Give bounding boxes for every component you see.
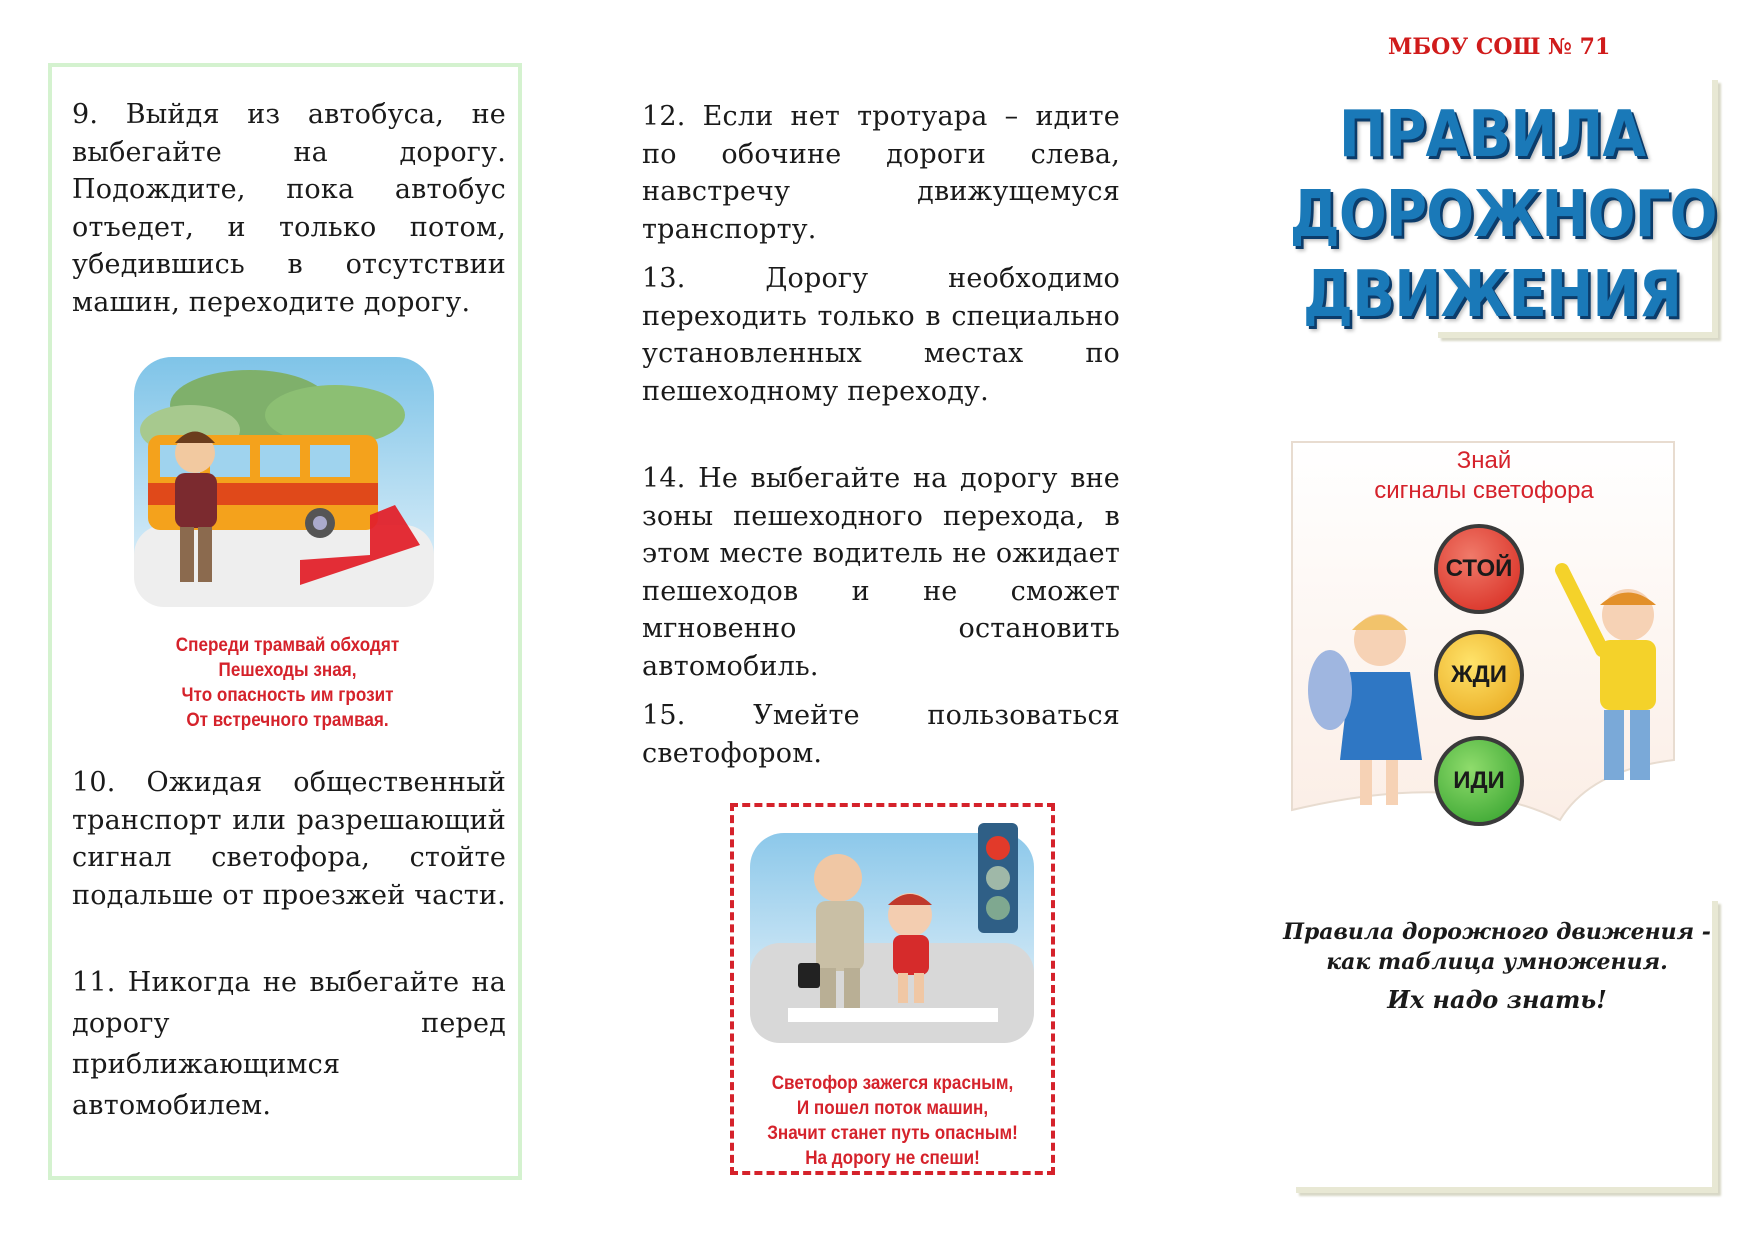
poem-1-line-4: От встречного трамвая. [186, 710, 389, 731]
poem-1-line-3: Что опасность им грозит [181, 685, 394, 706]
yellow-signal: ЖДИ [1434, 630, 1524, 720]
crossing-scene-icon [748, 823, 1038, 1051]
rule-14: 14. Не выбегайте на дорогу вне зоны пешеходного перехода, в этом месте водитель не ожидает пешеходов и не сможет мгновенно остановить автомобиль. [642, 463, 1120, 682]
poem-2-line-1: Светофор зажегся красным, [771, 1073, 1014, 1094]
title-line-1: ПРАВИЛА [1338, 98, 1646, 172]
traffic-heading-1: Знай [1456, 447, 1512, 474]
green-signal: ИДИ [1434, 736, 1524, 826]
bus-scene-icon [120, 355, 455, 615]
traffic-light-crossing-picture [730, 803, 1055, 1175]
poem-2-line-3: Значит станет путь опасным! [767, 1123, 1018, 1144]
quote-line-3: Их надо знать! [1387, 985, 1607, 1014]
title-line-2: ДОРОЖНОГО [1289, 178, 1717, 252]
rule-13: 13. Дорогу необходимо переходить только в специально установленных местах по пешеходному переходу. [642, 263, 1120, 407]
quote-line-1: Правила дорожного движения - [1283, 919, 1711, 945]
traffic-signals-card [1290, 440, 1678, 835]
bus-illustration [120, 355, 455, 730]
rule-9: 9. Выйдя из автобуса, не выбегайте на дорогу. Подождите, пока автобус отъедет, и только потом, убедившись в отсутствии машин, переходите дорогу. [72, 99, 506, 318]
rule-15: 15. Умейте пользоваться светофором. [642, 700, 1120, 769]
poem-1-line-1: Спереди трамвай обходят [175, 635, 400, 656]
red-signal: СТОЙ [1434, 524, 1524, 614]
rule-12: 12. Если нет тротуара – идите по обочине дороги слева, навстречу движущемуся транспорту. [642, 101, 1120, 245]
poem-2-line-4: На дорогу не спеши! [805, 1148, 980, 1169]
rule-10: 10. Ожидая общественный транспорт или разрешающий сигнал светофора, стойте подальше от проезжей части. [72, 767, 506, 911]
traffic-heading-2: сигналы светофора [1374, 477, 1594, 504]
rule-11: 11. Никогда не выбегайте на дорогу перед приближающимся автомобилем. [72, 967, 506, 1121]
school-name: МБОУ СОШ № 71 [1388, 34, 1611, 60]
poem-2-line-2: И пошел поток машин, [796, 1098, 989, 1119]
title-line-3: ДВИЖЕНИЯ [1302, 258, 1682, 332]
quote-line-2: как таблица умножения. [1326, 949, 1668, 975]
poem-1-line-2: Пешеходы зная, [218, 660, 357, 681]
